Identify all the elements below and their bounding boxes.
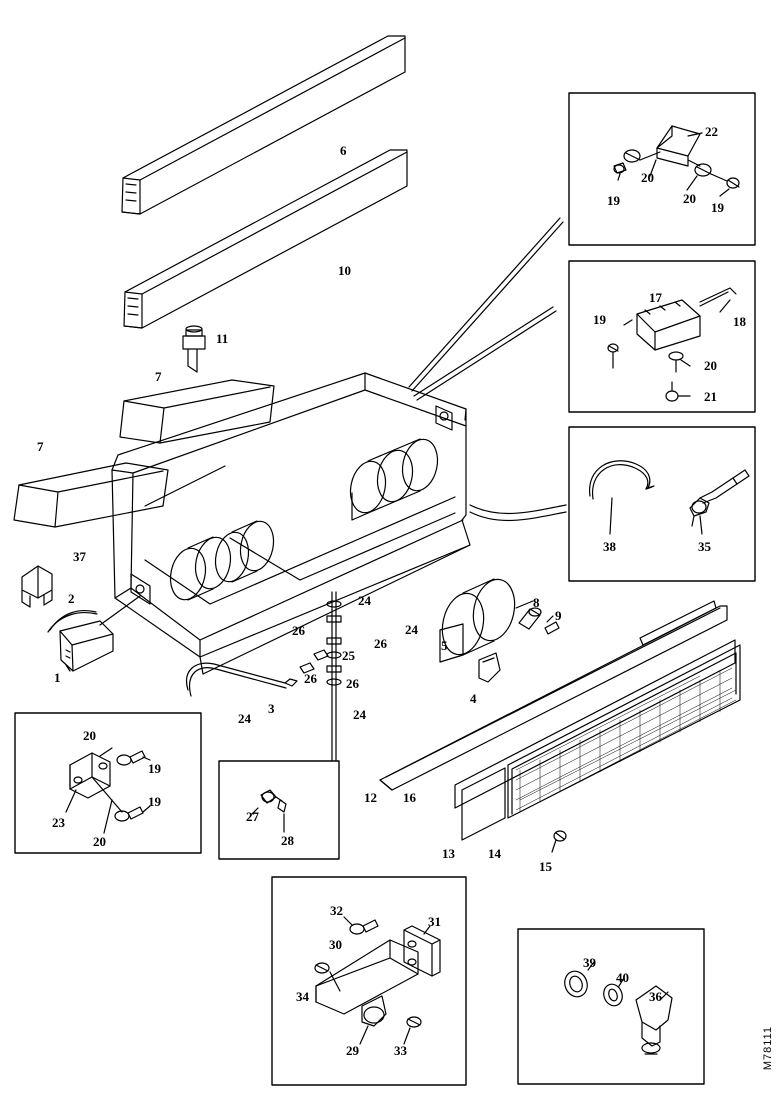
- part-8-9-fasteners: [519, 608, 559, 634]
- callout-13: 13: [442, 846, 455, 861]
- callout-3: 3: [268, 701, 275, 716]
- callout-30: 30: [329, 937, 342, 952]
- part-37-bracket: [22, 566, 52, 607]
- callout-19-e: 19: [148, 794, 161, 809]
- callout-39: 39: [583, 955, 596, 970]
- callout-25: 25: [342, 648, 355, 663]
- callout-29: 29: [346, 1043, 359, 1058]
- callout-24-b: 24: [353, 707, 366, 722]
- callout-20-e: 20: [93, 834, 106, 849]
- part-12-16-trim-strip: [380, 601, 727, 790]
- callout-33: 33: [394, 1043, 407, 1058]
- callout-12: 12: [364, 790, 377, 805]
- callout-35: 35: [698, 539, 711, 554]
- inset-23-content: [66, 748, 150, 833]
- callout-14: 14: [488, 846, 501, 861]
- part-5-blower-wheel: [437, 576, 520, 662]
- part-7-filter-lower: [14, 463, 168, 527]
- callout-20-d: 20: [83, 728, 96, 743]
- part-10-evaporator-panel: [124, 150, 407, 328]
- callout-19-a: 19: [607, 193, 620, 208]
- callout-22: 22: [705, 124, 718, 139]
- callout-34: 34: [296, 989, 309, 1004]
- callout-24-c: 24: [405, 622, 418, 637]
- callout-24-d: 24: [358, 593, 371, 608]
- callout-11: 11: [216, 331, 229, 346]
- callout-23: 23: [52, 815, 65, 830]
- callout-18: 18: [733, 314, 746, 329]
- callout-24-a: 24: [238, 711, 251, 726]
- callout-26-d: 26: [374, 636, 387, 651]
- callout-7-lower: 7: [37, 439, 44, 454]
- inset-17-content: [608, 288, 736, 401]
- callout-20-b: 20: [683, 191, 696, 206]
- callout-7-upper: 7: [155, 369, 162, 384]
- callout-19-b: 19: [711, 200, 724, 215]
- part-6-condenser-panel: [122, 36, 405, 214]
- callout-21: 21: [704, 389, 717, 404]
- callout-37: 37: [73, 549, 86, 564]
- callout-31: 31: [428, 914, 441, 929]
- callout-36: 36: [649, 989, 662, 1004]
- inset-22-content: [614, 126, 739, 196]
- callout-27: 27: [246, 809, 259, 824]
- callout-19-d: 19: [148, 761, 161, 776]
- part-4-motor: [479, 653, 500, 682]
- callout-26-b: 26: [304, 671, 317, 686]
- callout-9: 9: [555, 608, 562, 623]
- callout-1: 1: [54, 670, 61, 685]
- callout-17: 17: [649, 290, 662, 305]
- callout-20-a: 20: [641, 170, 654, 185]
- callout-2: 2: [68, 591, 75, 606]
- callout-16: 16: [403, 790, 416, 805]
- callout-10: 10: [338, 263, 351, 278]
- callout-19-c: 19: [593, 312, 606, 327]
- part-3-drain-hose: [187, 663, 297, 696]
- callout-20-c: 20: [704, 358, 717, 373]
- callout-4: 4: [470, 691, 477, 706]
- callout-15: 15: [539, 859, 552, 874]
- callout-28-clip: 28: [281, 833, 294, 848]
- part-1-2-control-module: [48, 611, 113, 671]
- callout-38: 38: [603, 539, 616, 554]
- callout-6: 6: [340, 143, 347, 158]
- callout-8: 8: [533, 595, 540, 610]
- callout-26-a: 26: [292, 623, 305, 638]
- inset-35-38-content: [590, 461, 749, 534]
- callout-5: 5: [441, 638, 448, 653]
- callout-32: 32: [330, 903, 343, 918]
- callout-40: 40: [616, 970, 629, 985]
- callout-26-c: 26: [346, 676, 359, 691]
- part-11-expansion-valve: [183, 326, 205, 372]
- sheet-code: M78111: [762, 1025, 774, 1070]
